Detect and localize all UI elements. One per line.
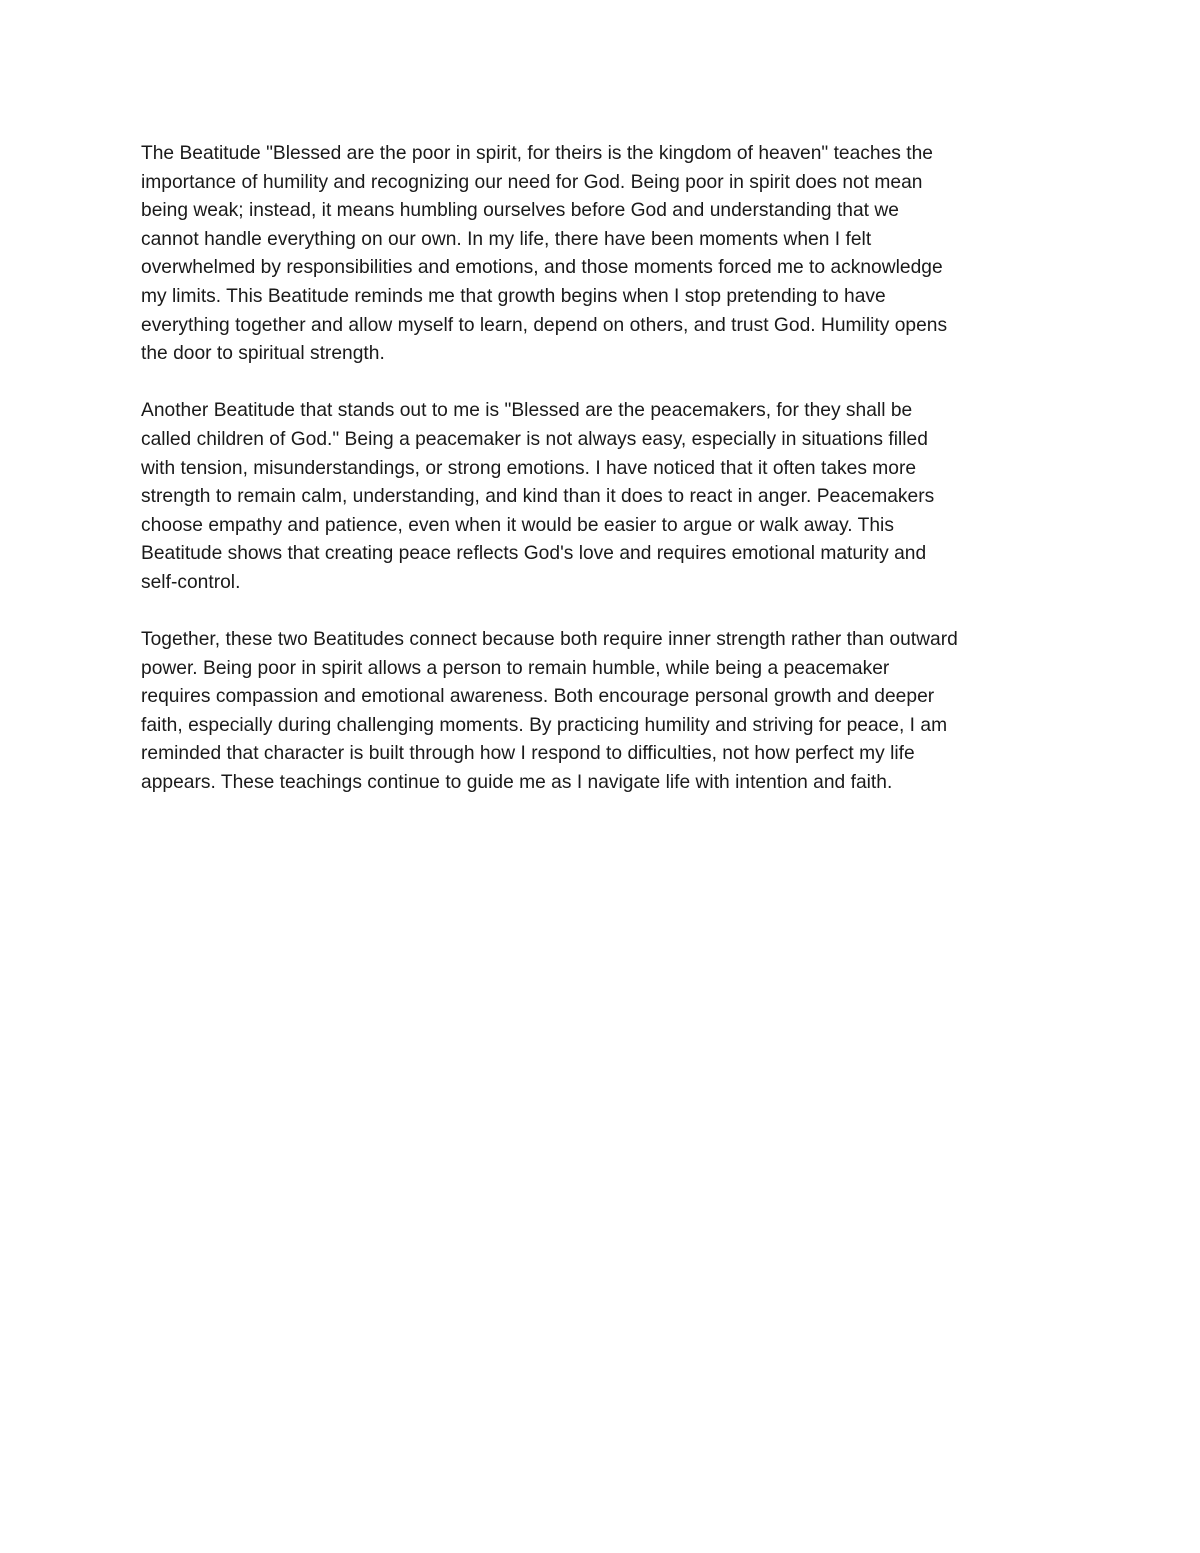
paragraph-conclusion: Together, these two Beatitudes connect because both require inner strength rather than outward power. Being poor in spirit allows a person to remain humble, while being a peacemaker requires compassion and emotional awareness. Both encourage personal growth and deeper faith, especially during challenging moments. By practicing humility and striving for peace, I am reminded that character is built through how I respond to difficulties, not how perfect my life appears. These teachings continue to guide me as I navigate life with intention and faith. (141, 629, 958, 794)
paragraph-poor-in-spirit: The Beatitude "Blessed are the poor in spirit, for theirs is the kingdom of heaven" teaches the importance of humility and recognizing our need for God. Being poor in spirit does not mean being weak; instead, it means humbling ourselves before God and understanding that we cannot handle everything on our own. In my life, there have been moments when I felt overwhelmed by responsibilities and emotions, and those moments forced me to acknowledge my limits. This Beatitude reminds me that growth begins when I stop pretending to have everything together and allow myself to learn, depend on others, and trust God. Humility opens the door to spiritual strength. (141, 143, 948, 365)
paragraph-peacemakers: Another Beatitude that stands out to me is "Blessed are the peacemakers, for they shall be called children of God." Being a peacemaker is not always easy, especially in situations filled with tension, misunderstandings, or strong emotions. I have noticed that it often takes more strength to remain calm, understanding, and kind than it does to react in anger. Peacemakers choose empathy and patience, even when it would be easier to argue or walk away. This Beatitude shows that creating peace reflects God's love and requires emotional maturity and self-control. (141, 400, 935, 593)
document-body (141, 140, 1066, 826)
